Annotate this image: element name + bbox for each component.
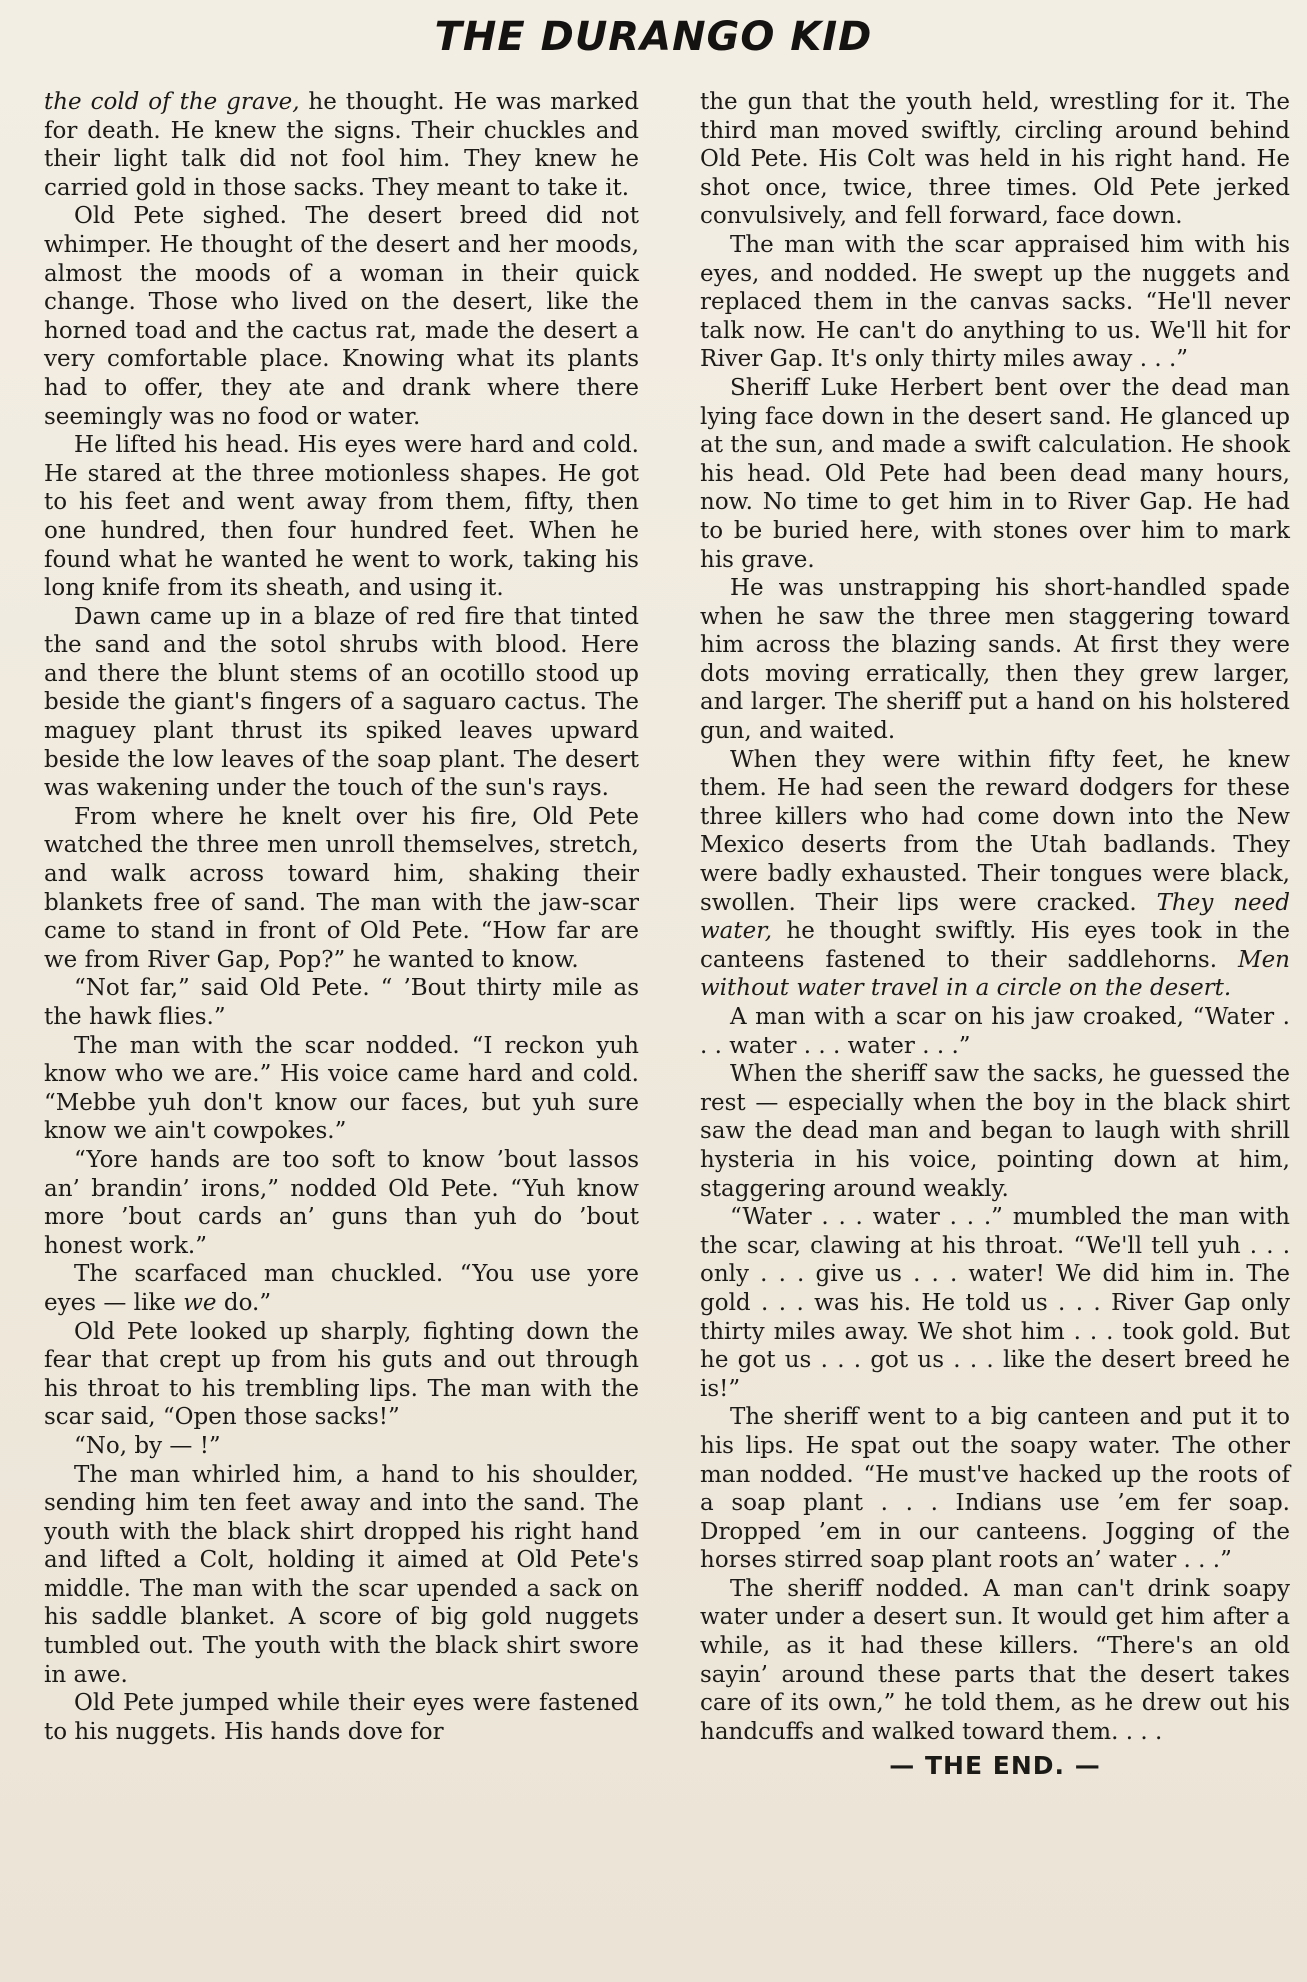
- paragraph: “No, by — !”: [74, 1432, 221, 1459]
- paragraph: the gun that the youth held, wrestling for it. The third man moved swiftly, circling around behind Old Pete. His Colt was held in his right hand. He shot once, twice, three times. Old Pete jerked convulsively, and fell forward, face down.: [700, 89, 1290, 230]
- the-end-label: — THE END. —: [889, 1751, 1101, 1781]
- right-text-column: [700, 88, 1290, 1781]
- paragraph-text: do.”: [216, 1289, 272, 1316]
- paragraph: [44, 88, 639, 202]
- paragraph-text: The scarfaced man chuckled. “You use yore eyes — like: [44, 1261, 639, 1316]
- paragraph: Old Pete looked up sharply, fighting down the fear that crept up from his guts and out through his throat to his trembling lips. The man with the scar said, “Open those sacks!”: [44, 1318, 639, 1431]
- paragraph: “Not far,” said Old Pete. “ ’Bout thirty mile as the hawk flies.”: [44, 975, 639, 1030]
- paragraph: Old Pete sighed. The desert breed did not whimper. He thought of the desert and her moods, almost the moods of a woman in their quick change. Those who lived on the desert, like the horned toad and the cactus rat, made the desert a very comfortable place. Knowing what its plants had to offer, they ate and drank where there seemingly was no food or water.: [44, 203, 639, 430]
- paragraph: Old Pete jumped while their eyes were fastened to his nuggets. His hands dove for: [44, 1690, 639, 1745]
- paragraph-text: When they were within fifty feet, he knew them. He had seen the reward dodgers for these three killers who had come down into the New Mexico deserts from the Utah badlands. They were badly exhausted. Their tongues were black, swollen. Their lips were cracked.: [700, 746, 1290, 916]
- paragraph: He was unstrapping his short-handled spade when he saw the three men staggering toward him across the blazing sands. At first they were dots moving erratically, then they grew larger, and larger. The sheriff put a hand on his holstered gun, and waited.: [700, 575, 1290, 745]
- paragraph: “Yore hands are too soft to know ’bout lassos an’ brandin’ irons,” nodded Old Pete. “Yuh know more ’bout cards an’ guns than yuh do ’bout honest work.”: [44, 1146, 639, 1259]
- paragraph: The sheriff went to a big canteen and put it to his lips. He spat out the soapy water. The other man nodded. “He must've hacked up the roots of a soap plant . . . Indians use ’em fer soap. Dropped ’em in our canteens. Jogging of the horses stirred soap plant roots an’ water . . .”: [700, 1404, 1290, 1574]
- left-text-column: [44, 88, 639, 1746]
- italic-phrase: Men without water travel in a circle on the desert.: [700, 946, 1290, 1002]
- paragraph: The man with the scar nodded. “I reckon yuh know who we are.” His voice came hard and cold. “Mebbe yuh don't know our faces, but yuh sure know we ain't cowpokes.”: [44, 1032, 639, 1145]
- italic-phrase: we: [183, 1289, 217, 1316]
- paragraph-text: he thought swiftly. His eyes took in the canteens fastened to their saddlehorns.: [700, 918, 1290, 973]
- paragraph: The man with the scar appraised him with his eyes, and nodded. He swept up the nuggets and replaced them in the canvas sacks. “He'll never talk now. He can't do anything to us. We'll hit for River Gap. It's only thirty miles away . . .”: [700, 231, 1290, 373]
- paragraph: When the sheriff saw the sacks, he guessed the rest — especially when the boy in the black shirt saw the dead man and began to laugh with shrill hysteria in his voice, pointing down at him, staggering around weakly.: [700, 1061, 1290, 1202]
- paragraph: The man whirled him, a hand to his shoulder, sending him ten feet away and into the sand. The youth with the black shirt dropped his right hand and lifted a Colt, holding it aimed at Old Pete's middle. The man with the scar upended a sack on his saddle blanket. A score of big gold nuggets tumbled out. The youth with the black shirt swore in awe.: [44, 1461, 639, 1688]
- paragraph: Dawn came up in a blaze of red fire that tinted the sand and the sotol shrubs with blood. Here and there the blunt stems of an ocotillo stood up beside the giant's fingers of a saguaro cactus. The maguey plant thrust its spiked leaves upward beside the low leaves of the soap plant. The desert was wakening under the touch of the sun's rays.: [44, 603, 639, 802]
- paragraph: Sheriff Luke Herbert bent over the dead man lying face down in the desert sand. He glanced up at the sun, and made a swift calculation. He shook his head. Old Pete had been dead many hours, now. No time to get him in to River Gap. He had to be buried here, with stones over him to mark his grave.: [700, 374, 1290, 573]
- paragraph: The sheriff nodded. A man can't drink soapy water under a desert sun. It would get him after a while, as it had these killers. “There's an old sayin’ around these parts that the desert takes care of its own,” he told them, as he drew out his handcuffs and walked toward them. . . .: [700, 1575, 1290, 1745]
- italic-phrase: They need water,: [700, 889, 1290, 945]
- paragraph: He lifted his head. His eyes were hard and cold. He stared at the three motionless shapes. He got to his feet and went away from them, fifty, then one hundred, then four hundred feet. When he found what he wanted he went to work, taking his long knife from its sheath, and using it.: [44, 432, 639, 602]
- italic-phrase: the cold of the grave,: [44, 89, 300, 115]
- page-header-title: THE DURANGO KID: [434, 14, 873, 60]
- paragraph: A man with a scar on his jaw croaked, “Water . . . water . . . water . . .”: [700, 1004, 1290, 1059]
- paragraph: [700, 746, 1290, 1003]
- column-gutter: [668, 92, 669, 1892]
- paragraph: “Water . . . water . . .” mumbled the man with the scar, clawing at his throat. “We'll tell yuh . . . only . . . give us . . . water! We did him in. The gold . . . was his. He told us . . . River Gap only thirty miles away. We shot him . . . took gold. But he got us . . . got us . . . like the desert breed he is!”: [700, 1204, 1290, 1402]
- paragraph: From where he knelt over his fire, Old Pete watched the three men unroll themselves, stretch, and walk across toward him, shaking their blankets free of sand. The man with the jaw-scar came to stand in front of Old Pete. “How far are we from River Gap, Pop?” he wanted to know.: [44, 803, 639, 973]
- paragraph: [44, 1260, 639, 1317]
- paragraph-text: he thought. He was marked for death. He knew the signs. Their chuckles and their light talk did not fool him. They knew he carried gold in those sacks. They meant to take it.: [44, 89, 639, 201]
